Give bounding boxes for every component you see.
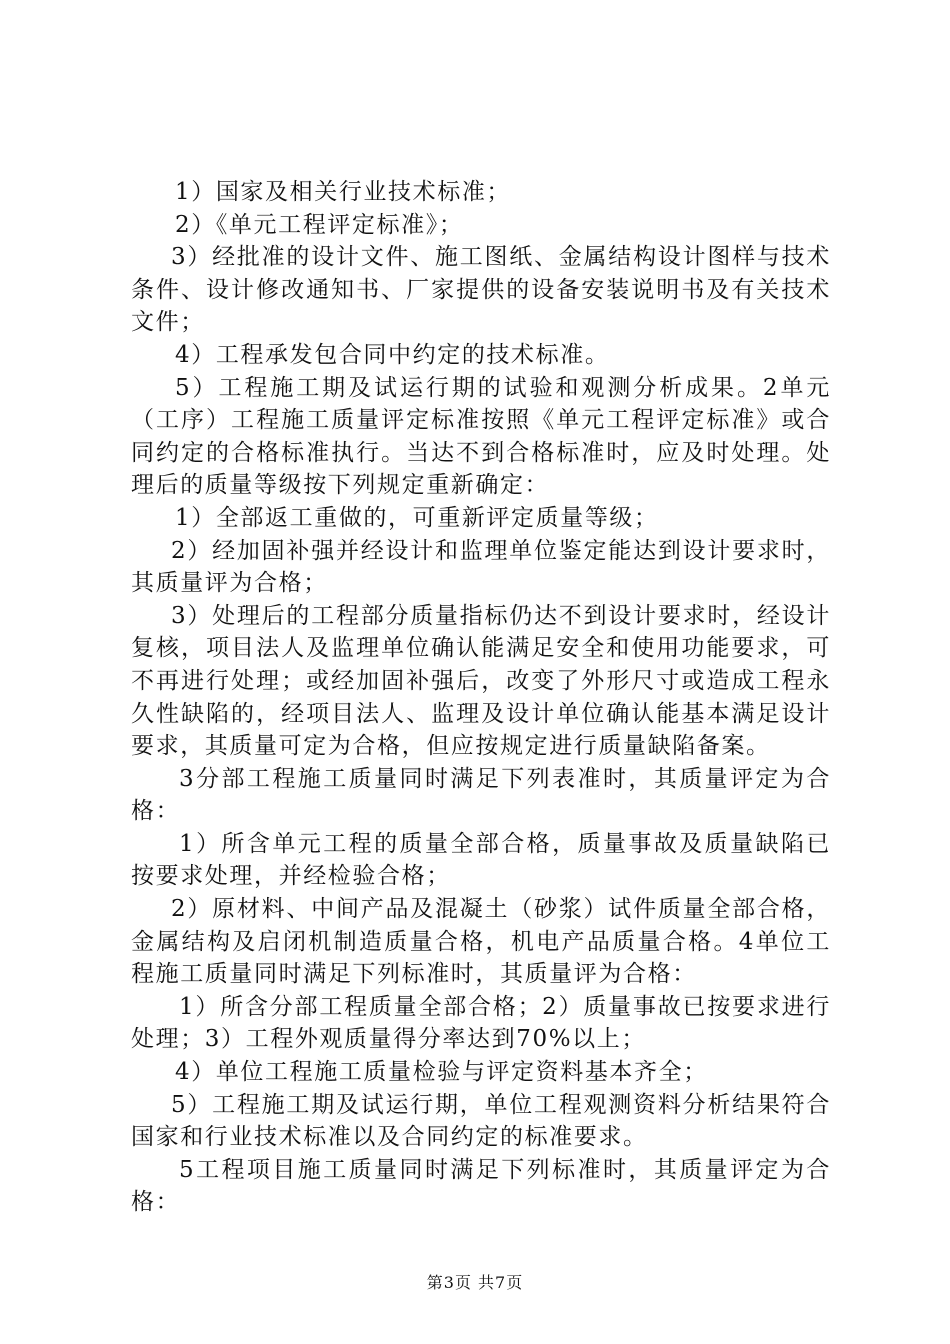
paragraph: 3分部工程施工质量同时满足下列表准时，其质量评定为合格： bbox=[131, 765, 831, 825]
paragraph: 1）全部返工重做的，可重新评定质量等级； bbox=[175, 504, 659, 531]
paragraph: 1）国家及相关行业技术标准； bbox=[175, 179, 512, 205]
paragraph: 3）经批准的设计文件、施工图纸、金属结构设计图样与技术条件、设计修改通知书、厂家提供的设备安装说明书及有关技术文件； bbox=[131, 244, 831, 336]
page-footer: 第3页 共7页 bbox=[426, 1273, 524, 1292]
paragraph: 5工程项目施工质量同时满足下列标准时，其质量评定为合格： bbox=[131, 1156, 831, 1216]
paragraph: 2）经加固补强并经设计和监理单位鉴定能达到设计要求时，其质量评为合格； bbox=[131, 537, 831, 597]
paragraph: 4）工程承发包合同中约定的技术标准。 bbox=[175, 341, 610, 368]
paragraph: 4）单位工程施工质量检验与评定资料基本齐全； bbox=[175, 1059, 708, 1086]
paragraph: 3）处理后的工程部分质量指标仍达不到设计要求时，经设计复核，项目法人及监理单位确认能满足安全和使用功能要求，可不再进行处理；或经加固补强后，改变了外形尺寸或造成工程永久性缺陷的，经项目法人、监理及设计单位确认能基本满足设计要求，其质量可定为合格，但应按规定进行质量缺陷备案。 bbox=[131, 602, 831, 760]
paragraph: 1）所含分部工程质量全部合格；2）质量事故已按要求进行处理；3）工程外观质量得分率达到70%以上； bbox=[131, 993, 831, 1053]
paragraph: 5）工程施工期及试运行期，单位工程观测资料分析结果符合国家和行业技术标准以及合同约定的标准要求。 bbox=[131, 1091, 831, 1151]
document-body bbox=[131, 176, 831, 1219]
paragraph: 1）所含单元工程的质量全部合格，质量事故及质量缺陷已按要求处理，并经检验合格； bbox=[131, 830, 831, 890]
paragraph: 5）工程施工期及试运行期的试验和观测分析成果。2单元（工序）工程施工质量评定标准按照《单元工程评定标准》或合同约定的合格标准执行。当达不到合格标准时，应及时处理。处理后的质量等级按下列规定重新确定： bbox=[131, 374, 831, 499]
paragraph: 2）《单元工程评定标准》； bbox=[175, 211, 464, 238]
paragraph: 2）原材料、中间产品及混凝土（砂浆）试件质量全部合格，金属结构及启闭机制造质量合格，机电产品质量合格。4单位工程施工质量同时满足下列标准时，其质量评为合格： bbox=[131, 896, 831, 988]
